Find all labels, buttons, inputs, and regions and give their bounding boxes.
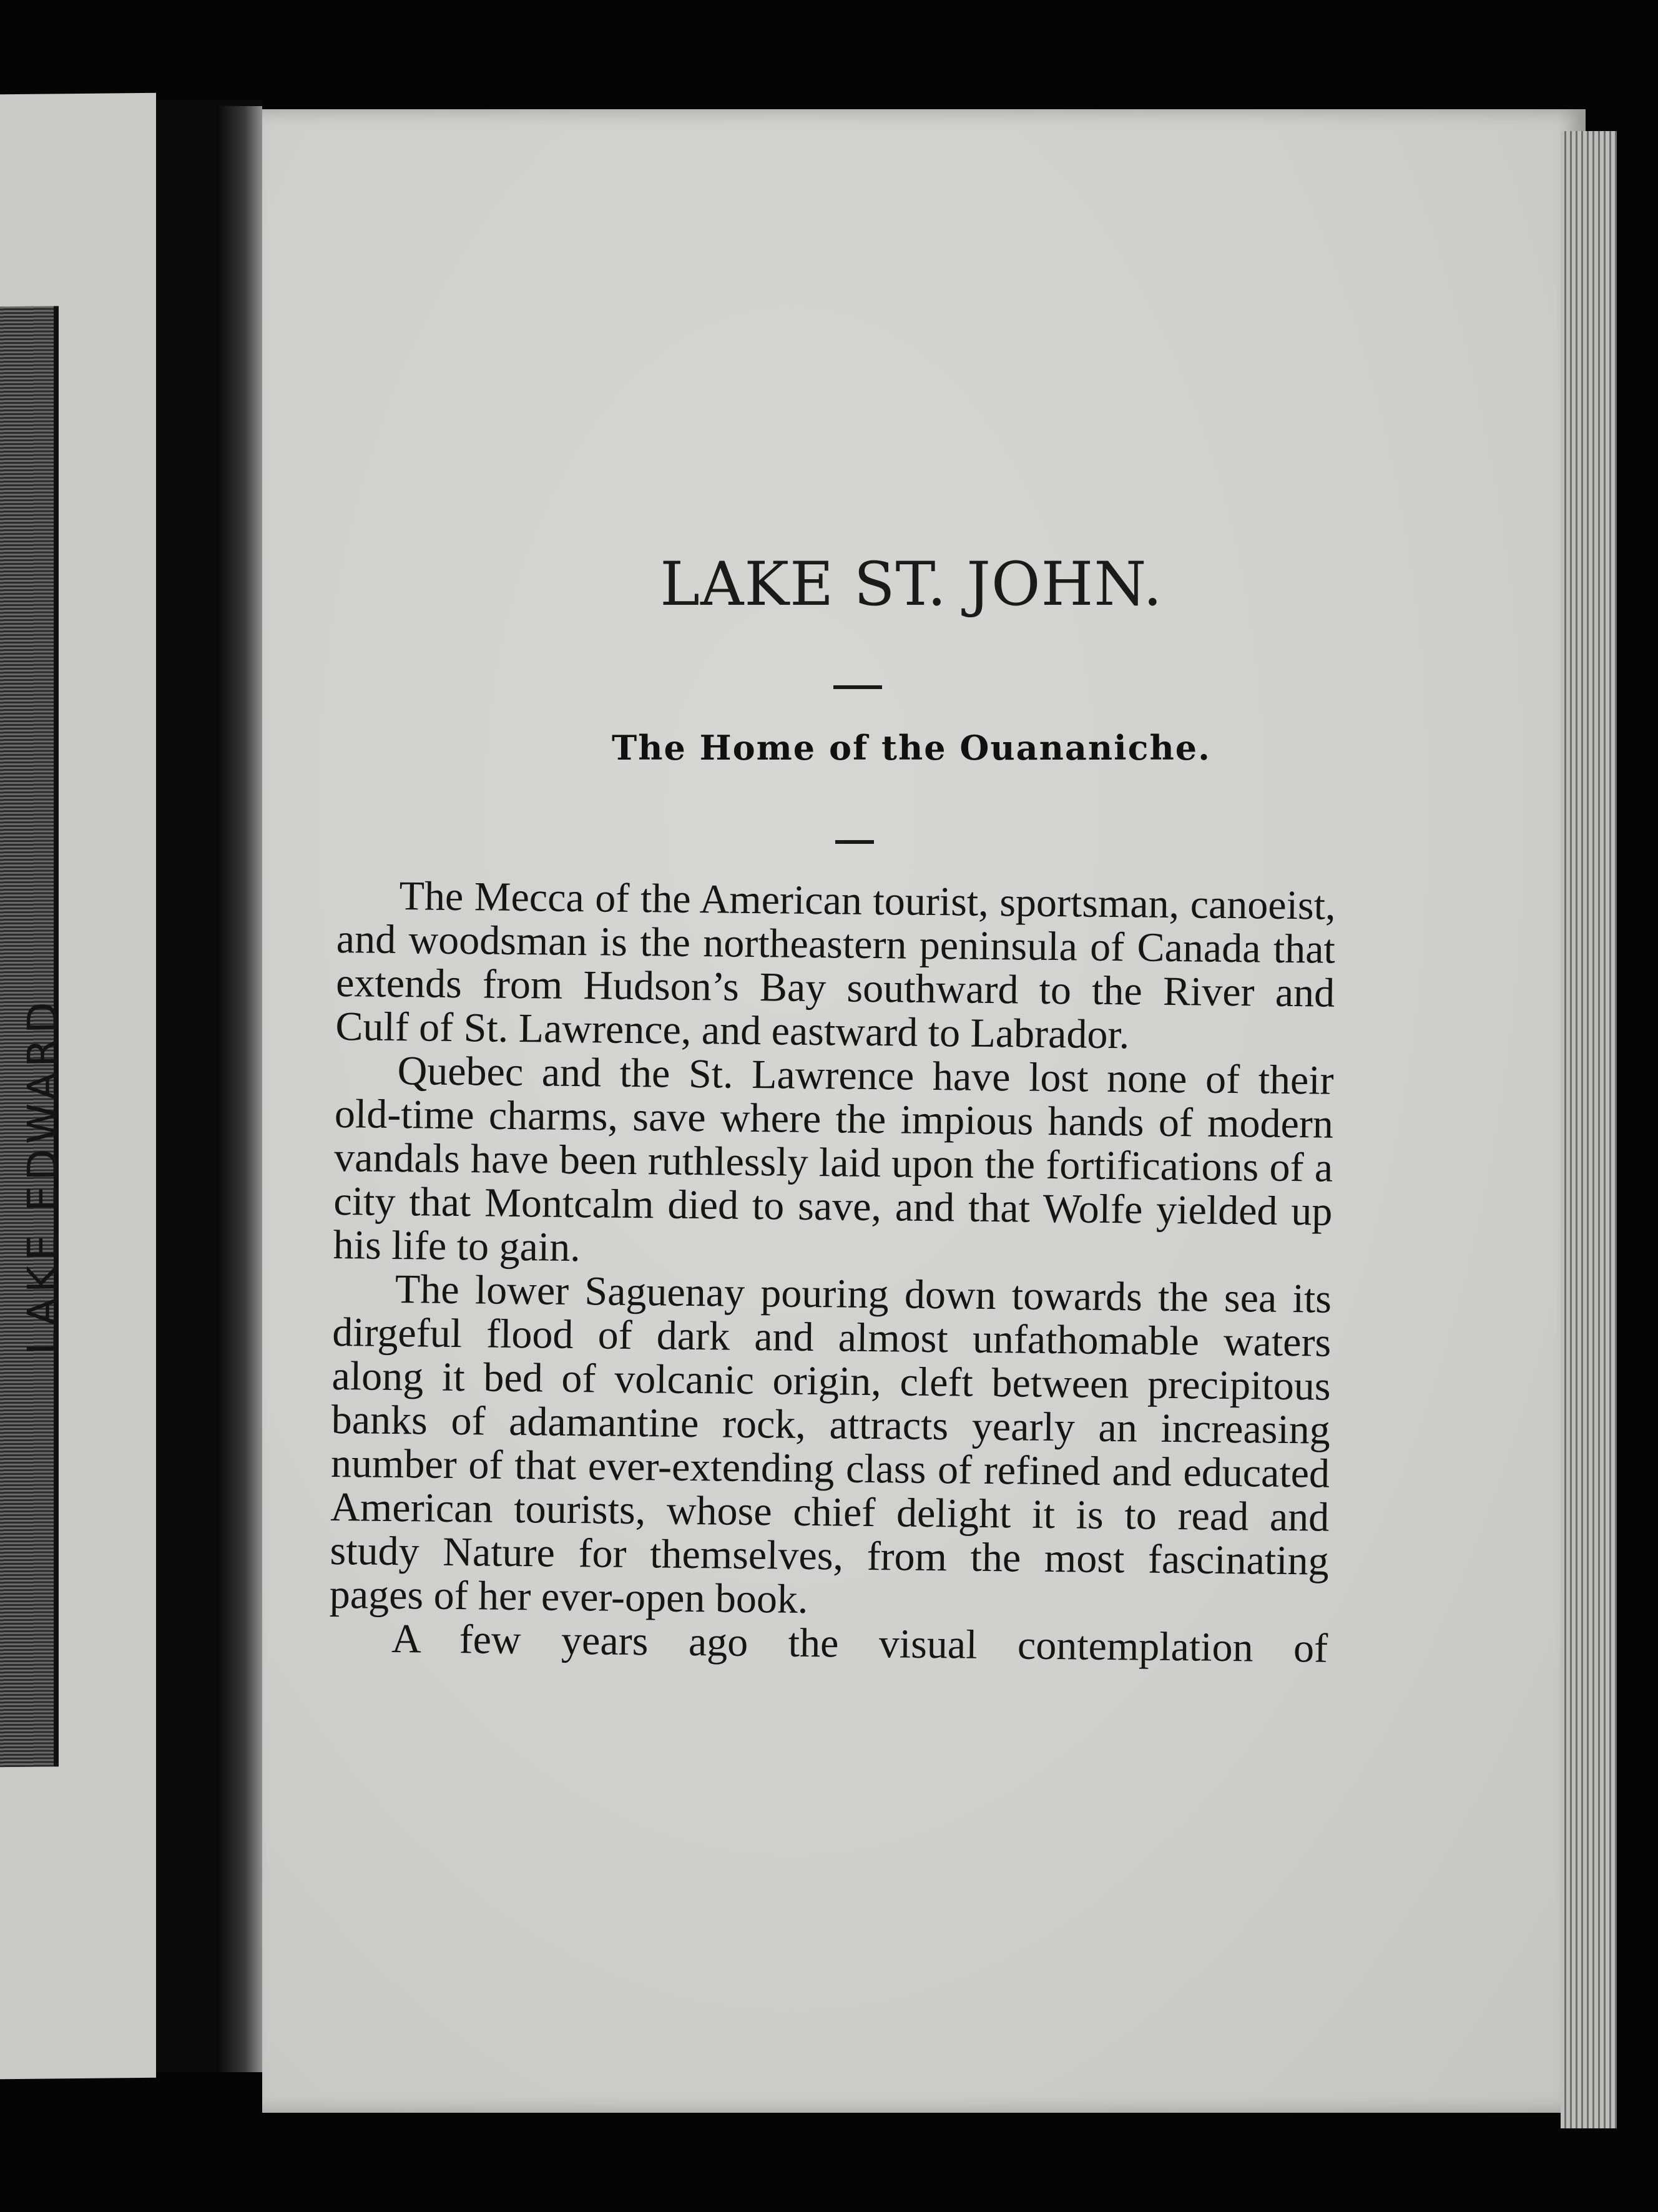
left-page-caption: LAKE EDWARD	[19, 996, 67, 1355]
subtitle-rule	[835, 840, 874, 844]
page-title: LAKE ST. JOHN.	[660, 549, 1163, 619]
body-text	[329, 874, 1336, 1671]
left-page	[0, 93, 156, 2080]
paragraph-1: The Mecca of the American tourist, sportsman, canoeist, and woodsman is the northeastern peninsula of Canada that extends from Hudson’s Bay southward to the River and Culf of St. Lawrence, and eastward to Labrador.	[335, 873, 1336, 1058]
page-edges	[1561, 131, 1617, 2128]
paragraph-3: The lower Saguenay pouring down towards the sea its dirgeful flood of dark and almost unfathomable waters along it bed of volcanic origin, cleft between precipitous banks of adamantine rock, attracts yearly an increasing number of that ever-extending class of refined and educated American tourists, whose chief delight it is to read and study Nature for themselves, from the most fascinating pages of her ever-open book.	[329, 1266, 1332, 1622]
gutter-shadow	[218, 106, 262, 2072]
title-rule	[833, 685, 882, 689]
paragraph-2: Quebec and the St. Lawrence have lost none of their old-time charms, save where the impious hands of modern vandals have been ruthlessly laid upon the fortifications of a city that Montcalm died to save, and that Wolfe yielded up his life to gain.	[333, 1048, 1335, 1271]
paragraph-4: A few years ago the visual contemplation of	[391, 1615, 1328, 1671]
page-subtitle: The Home of the Ouananiche.	[612, 728, 1211, 768]
